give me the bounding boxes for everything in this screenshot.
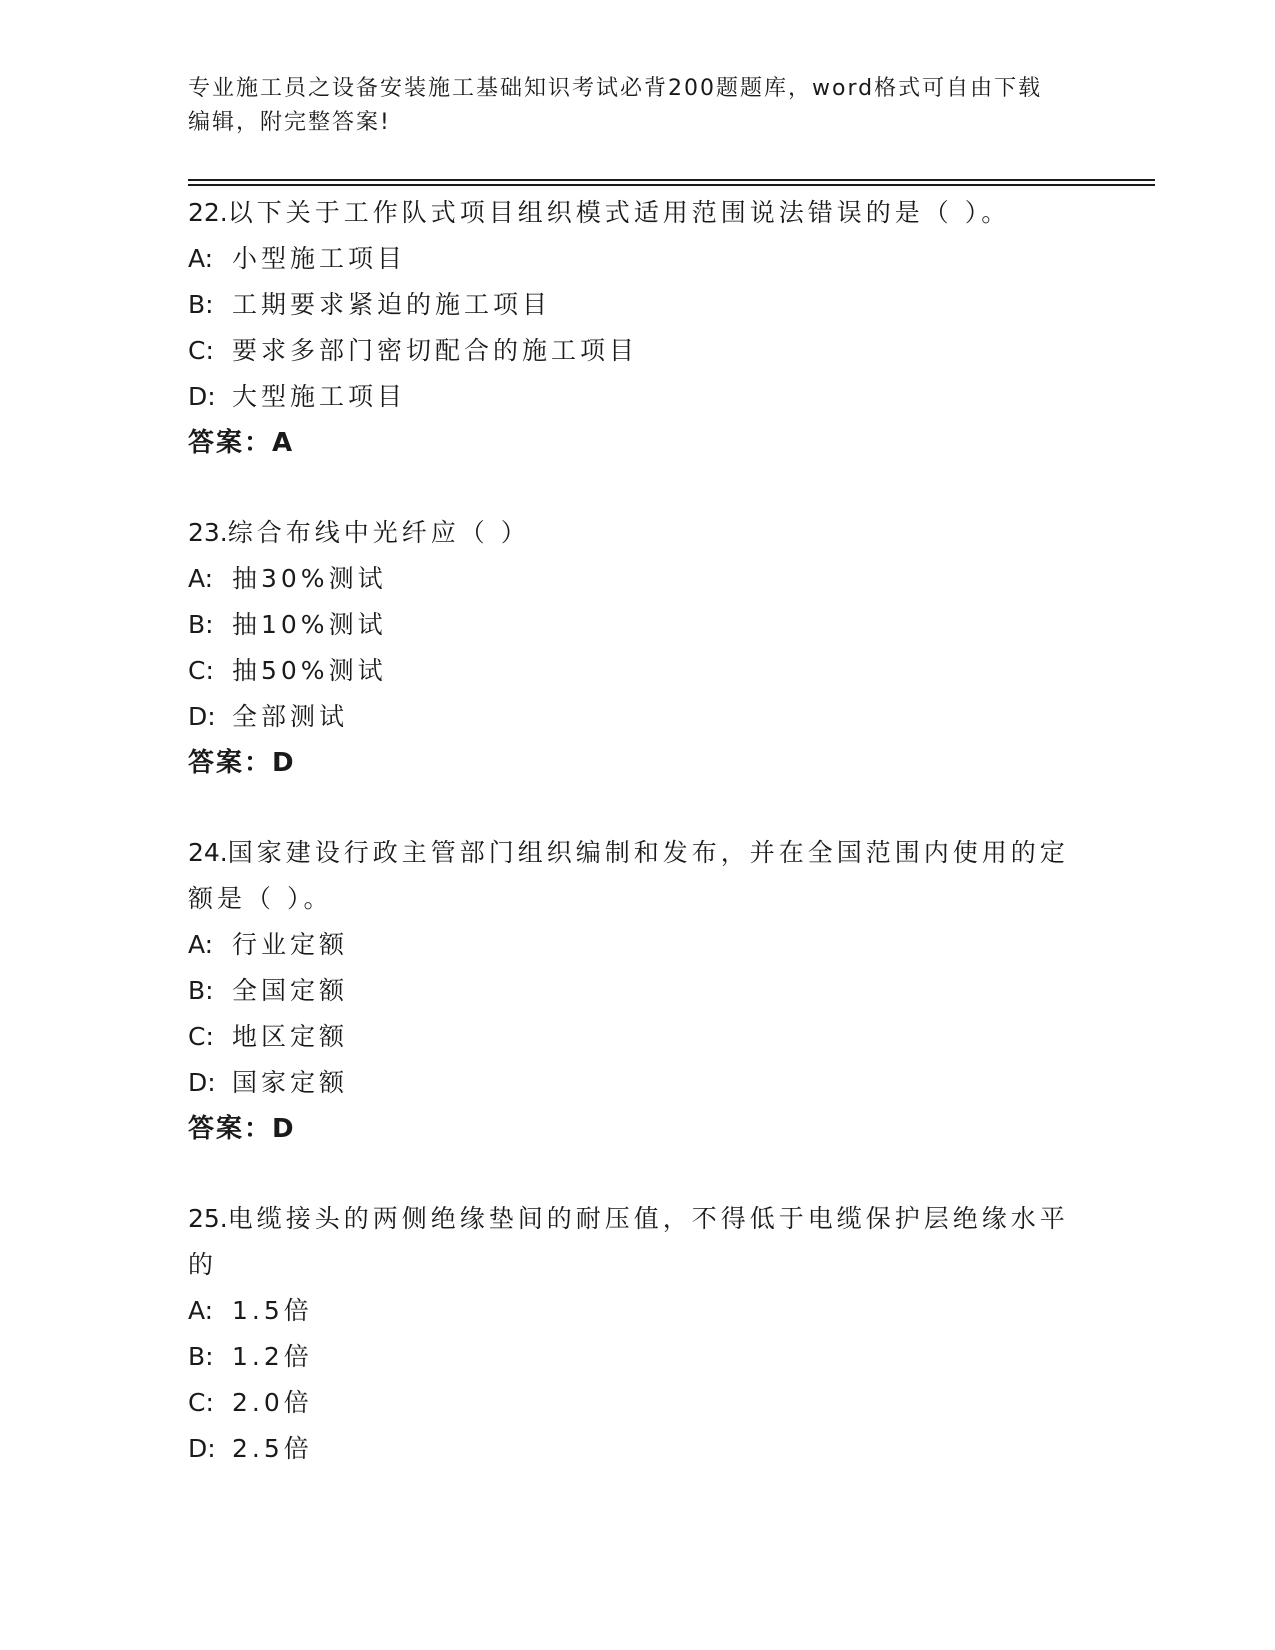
option-letter: C: [188,656,214,685]
option-text: 全国定额 [232,976,349,1005]
question-text: 综合布线中光纤应（ ） [227,518,530,547]
option-c [188,328,1088,374]
option-a [188,922,1088,968]
option-letter: B: [188,610,214,639]
header-line-1: 专业施工员之设备安装施工基础知识考试必背200题题库，word格式可自由下载 [188,76,1043,101]
question-number: 22. [188,198,228,227]
answer-line [188,740,1088,786]
option-letter: C: [188,1388,214,1417]
question-stem [188,510,1088,556]
option-text: 2.0倍 [232,1388,313,1417]
option-b [188,968,1088,1014]
option-letter: D: [188,1068,216,1097]
option-b [188,282,1088,328]
option-letter: A: [188,244,214,273]
answer-label: 答案： [188,1114,273,1144]
option-text: 小型施工项目 [232,244,407,273]
option-text: 抽10%测试 [232,610,387,639]
question-22 [188,190,1088,466]
option-d [188,374,1088,420]
option-text: 工期要求紧迫的施工项目 [232,290,552,319]
option-text: 1.2倍 [232,1342,313,1371]
option-text: 国家定额 [232,1068,349,1097]
option-c [188,648,1088,694]
option-letter: D: [188,382,216,411]
option-d [188,1060,1088,1106]
question-stem [188,830,1088,922]
option-d [188,1426,1088,1472]
option-b [188,1334,1088,1380]
option-text: 大型施工项目 [232,382,407,411]
answer-value: D [272,1114,294,1144]
option-letter: C: [188,1022,214,1051]
option-c [188,1014,1088,1060]
option-a [188,556,1088,602]
option-letter: B: [188,290,214,319]
option-letter: A: [188,930,214,959]
option-a [188,1288,1088,1334]
option-text: 要求多部门密切配合的施工项目 [232,336,639,365]
option-text: 1.5倍 [232,1296,313,1325]
option-letter: A: [188,564,214,593]
question-list [188,190,1088,1516]
question-text: 国家建设行政主管部门组织编制和发布，并在全国范围内使用的定额是（ ）。 [188,838,1069,913]
option-letter: C: [188,336,214,365]
question-number: 24. [188,838,228,867]
option-a [188,236,1088,282]
answer-label: 答案： [188,428,273,458]
question-25 [188,1196,1088,1472]
header-line-2: 编辑，附完整答案! [188,110,391,135]
option-text: 抽30%测试 [232,564,387,593]
option-text: 地区定额 [232,1022,349,1051]
option-d [188,694,1088,740]
answer-line [188,1106,1088,1152]
answer-value: D [272,748,294,778]
option-b [188,602,1088,648]
header-divider-top [188,179,1155,181]
question-24 [188,830,1088,1152]
question-23 [188,510,1088,786]
option-text: 全部测试 [232,702,349,731]
option-letter: D: [188,1434,216,1463]
document-header [188,72,1088,140]
question-text: 电缆接头的两侧绝缘垫间的耐压值，不得低于电缆保护层绝缘水平的 [188,1204,1069,1279]
option-text: 行业定额 [232,930,349,959]
option-c [188,1380,1088,1426]
question-text: 以下关于工作队式项目组织模式适用范围说法错误的是（ ）。 [227,198,1011,227]
option-text: 抽50%测试 [232,656,387,685]
question-number: 23. [188,518,228,547]
answer-label: 答案： [188,748,273,778]
option-letter: D: [188,702,216,731]
option-letter: B: [188,1342,214,1371]
question-stem [188,190,1088,236]
option-letter: B: [188,976,214,1005]
header-divider-bottom [188,184,1155,186]
option-text: 2.5倍 [232,1434,313,1463]
option-letter: A: [188,1296,214,1325]
question-number: 25. [188,1204,228,1233]
answer-line [188,420,1088,466]
question-stem [188,1196,1088,1288]
answer-value: A [272,428,293,458]
